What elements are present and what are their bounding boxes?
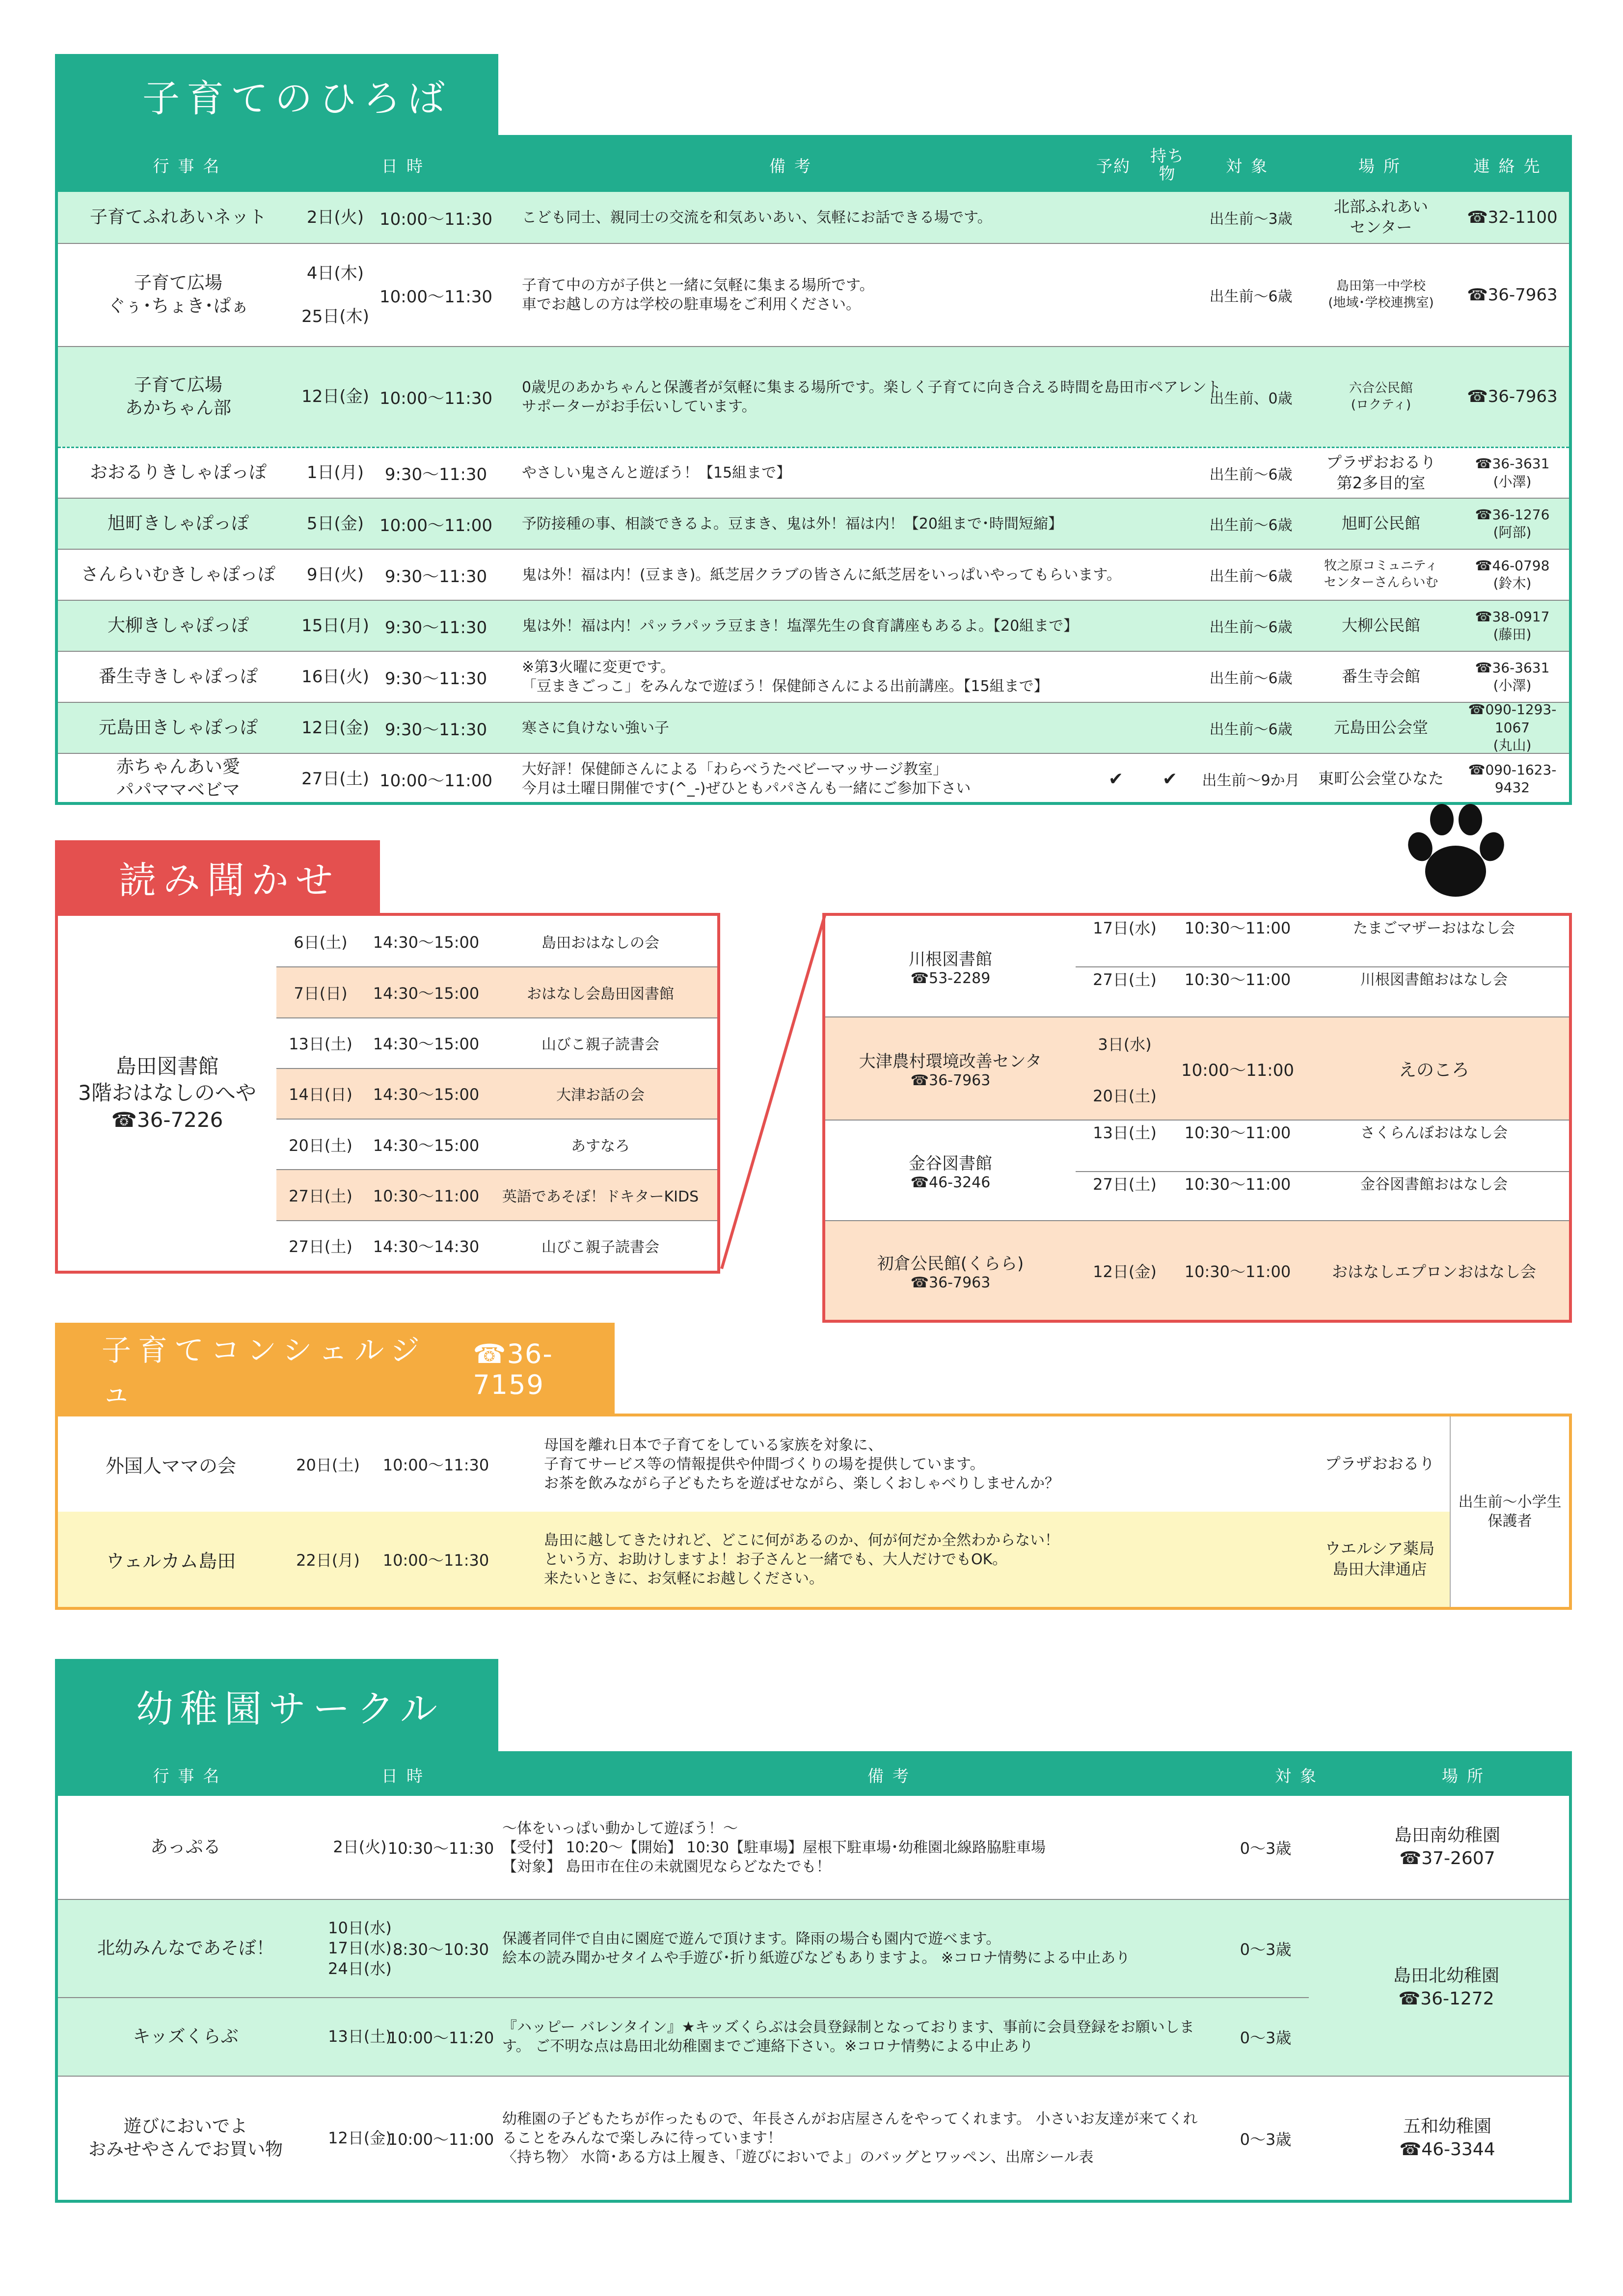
circle-name: あっぷる	[150, 1837, 221, 1857]
event-place: 番生寺会館	[1341, 667, 1420, 686]
library-schedule	[276, 916, 717, 1271]
concierge-note: 島田に越してきたけれど、どこに何があるのか、何が何だか全然わからない！ という方、お助けしますよ！お子さんと一緒でも、大人だけでもOK。 来たいときに、お気軽にお越しください。	[544, 1531, 1059, 1587]
circle-time: 8:30～10:30	[392, 1940, 489, 1959]
other-library-row	[1076, 1171, 1569, 1222]
reserve-check	[1089, 550, 1143, 600]
other-library-block	[825, 1220, 1569, 1320]
reading-date: 12日(金)	[1093, 1262, 1157, 1281]
reserve-check	[1089, 448, 1143, 498]
concierge-place: プラザおおるり	[1325, 1454, 1435, 1473]
header-date: 日時	[381, 156, 432, 176]
shimada-library-box	[55, 913, 720, 1274]
bring-check	[1143, 601, 1197, 651]
circle-target: 0～3歳	[1240, 2029, 1292, 2047]
event-date: 9日(火)	[306, 564, 364, 585]
reading-time: 14:30～15:00	[373, 1136, 480, 1155]
circle-date: 10日(水) 17日(水) 24日(水)	[328, 1918, 392, 1978]
reserve-check	[1089, 601, 1143, 651]
circle-time: 10:00～11:00	[387, 2130, 494, 2149]
reading-group: 山びこ親子読書会	[541, 1239, 659, 1256]
reading-group: えのころ	[1398, 1060, 1469, 1080]
other-library-row	[1076, 1121, 1569, 1171]
other-library-tel: ☎36-7963	[910, 1274, 991, 1291]
reading-date: 13日(土)	[289, 1035, 352, 1054]
hiroba-row	[58, 447, 1569, 498]
bring-check: ✔	[1162, 769, 1178, 789]
reading-date: 7日(日)	[294, 984, 348, 1003]
concierge-target: 出生前～小学生 保護者	[1450, 1416, 1569, 1607]
library-tel: ☎36-7226	[111, 1107, 223, 1132]
event-time: 9:30～11:30	[384, 617, 487, 638]
concierge-time: 10:00～11:30	[382, 1456, 489, 1474]
circle-name: キッズくらぶ	[133, 2026, 239, 2047]
youchien-row	[58, 1997, 1309, 2076]
library-schedule-row	[276, 916, 717, 966]
reading-group: 大津お話の会	[556, 1087, 645, 1104]
youchien-title: 幼稚園サークル	[136, 1686, 444, 1731]
reading-time: 14:30～14:30	[373, 1237, 480, 1256]
event-name: 子育て広場 ぐぅ･ちょき･ぱぁ	[108, 273, 249, 316]
circle-note: 『ハッピー バレンタイン』★キッズくらぶは会員登録制となっております、事前に会員登録をお願いします。 ご不明な点は島田北幼稚園までご連絡下さい。※コロナ情勢による中止あり	[502, 2019, 1194, 2055]
event-name: 子育てふれあいネット	[89, 207, 267, 227]
event-contact: ☎090-1623-9432	[1468, 761, 1557, 796]
circle-target: 0～3歳	[1240, 2130, 1292, 2149]
event-time: 9:30～11:30	[384, 668, 487, 689]
hiroba-title: 子育てのひろば	[142, 76, 452, 120]
bring-check	[1143, 703, 1197, 753]
hiroba-table	[55, 135, 1572, 805]
concierge-row	[58, 1512, 1450, 1607]
event-target: 出生前～6歳	[1209, 466, 1293, 483]
event-date: 27日(土)	[301, 769, 369, 789]
event-place: 大柳公民館	[1341, 616, 1420, 635]
youchien-table	[55, 1751, 1572, 2203]
event-contact: ☎36-7963	[1467, 387, 1558, 407]
event-contact: ☎090-1293-1067 (丸山)	[1468, 701, 1557, 754]
reading-date: 17日(水)	[1093, 919, 1157, 937]
event-date: 5日(金)	[306, 513, 364, 534]
event-target: 出生前～6歳	[1209, 670, 1293, 687]
yomikikase-title: 読み聞かせ	[119, 858, 340, 902]
hiroba-row	[58, 346, 1569, 447]
reading-group: 金谷図書館おはなし会	[1360, 1175, 1508, 1193]
concierge-rows	[58, 1416, 1450, 1607]
other-library-info	[825, 916, 1076, 1016]
other-library-block	[825, 1016, 1569, 1120]
event-time: 10:00～11:00	[379, 771, 492, 791]
event-target: 出生前～6歳	[1209, 288, 1293, 305]
event-time: 10:00～11:30	[379, 287, 492, 307]
header-place: 場所	[1358, 156, 1408, 176]
bring-check	[1143, 550, 1197, 600]
reading-date: 27日(土)	[1093, 1175, 1157, 1194]
yomikikase-title-tab	[55, 840, 380, 914]
header-bring: 持ち 物	[1150, 146, 1185, 183]
reserve-check	[1089, 244, 1143, 346]
event-contact: ☎46-0798 (鈴木)	[1475, 557, 1550, 591]
event-target: 出生前～6歳	[1209, 568, 1293, 585]
hiroba-row	[58, 702, 1569, 753]
library-schedule-row	[276, 1017, 717, 1068]
header-reserve: 予約	[1096, 156, 1131, 176]
reading-time: 10:30～11:00	[1184, 970, 1291, 989]
bring-check	[1143, 499, 1197, 549]
circle-place: 五和幼稚園 ☎46-3344	[1399, 2116, 1495, 2160]
event-contact: ☎36-1276 (阿部)	[1475, 506, 1550, 540]
event-note: 大好評！保健師さんによる「わらべうたベビーマッサージ教室」 今月は土曜日開催です(^_-)ぜひともパパさんも一緒にご参加下さい	[522, 761, 971, 797]
reading-time: 10:30～11:00	[373, 1187, 480, 1206]
concierge-date: 22日(月)	[296, 1551, 360, 1570]
event-place: 島田第一中学校 (地域･学校連携室)	[1328, 279, 1434, 310]
other-library-row	[1076, 916, 1569, 966]
reading-group: あすなろ	[571, 1137, 630, 1155]
circle-date: 12日(金)	[328, 2128, 392, 2147]
concierge-name: ウェルカム島田	[106, 1550, 236, 1572]
other-library-name: 大津農村環境改善センタ	[859, 1052, 1042, 1071]
reading-group: 島田おはなしの会	[541, 934, 659, 952]
library-schedule-row	[276, 1068, 717, 1119]
other-library-name: 初倉公民館(くらら)	[877, 1254, 1024, 1274]
hiroba-row	[58, 498, 1569, 549]
circle-place: 島田南幼稚園 ☎37-2607	[1394, 1825, 1500, 1869]
concierge-row	[58, 1416, 1450, 1512]
event-contact: ☎36-3631 (小澤)	[1475, 455, 1550, 490]
other-library-block	[825, 916, 1569, 1016]
bring-check	[1143, 244, 1197, 346]
youchien-row	[58, 2076, 1569, 2200]
concierge-note: 母国を離れ日本で子育てをしている家族を対象に、 子育てサービス等の情報提供や仲間づくりの場を提供しています。 お茶を飲みながら子どもたちを遊ばせながら、楽しくおしゃべりしませんか？	[544, 1436, 1059, 1492]
circle-date: 13日(土)	[328, 2027, 392, 2046]
reading-date: 13日(土)	[1093, 1123, 1157, 1142]
circle-time: 10:00～11:20	[387, 2029, 494, 2047]
y-header-place: 場所	[1442, 1766, 1492, 1786]
concierge-title-tab	[55, 1323, 615, 1416]
event-name: 番生寺きしゃぽっぽ	[98, 666, 258, 687]
other-library-block	[825, 1120, 1569, 1220]
paw-print-icon	[1402, 798, 1510, 906]
youchien-header-row	[58, 1754, 1569, 1796]
header-contact: 連絡先	[1473, 156, 1549, 176]
bring-check	[1143, 652, 1197, 702]
event-place: 元島田公会堂	[1333, 718, 1428, 737]
event-note: 鬼は外！福は内！パッラパッラ豆まき！塩澤先生の食育講座もあるよ。【20組まで】	[522, 617, 1079, 635]
youchien-row	[58, 1796, 1569, 1899]
bring-check	[1143, 448, 1197, 498]
event-note: ※第3火曜に変更です。 「豆まきごっこ」をみんなで遊ぼう！保健師さんによる出前講座。【15組まで】	[522, 659, 1049, 695]
event-name: 赤ちゃんあい愛 パパママベビマ	[116, 757, 240, 800]
merged-place-cell	[1309, 1899, 1569, 2076]
circle-note: 幼稚園の子どもたちが作ったもので、年長さんがお店屋さんをやってくれます。 小さいお友達が来てくれることをみんなで楽しみに待っています！ 〈持ち物〉 水筒･ある方は上履き、「遊びにおいでよ」のバッグとワッペン、出席シール表	[502, 2110, 1198, 2166]
event-time: 10:00～11:30	[379, 209, 492, 229]
bring-check	[1143, 192, 1197, 243]
reading-time: 10:30～11:00	[1184, 1262, 1291, 1281]
reserve-check: ✔	[1108, 769, 1124, 789]
event-place: 牧之原コミュニティ センターさんらいむ	[1324, 559, 1438, 590]
hiroba-row	[58, 549, 1569, 600]
other-library-info	[825, 1017, 1076, 1120]
event-name: さんらいむきしゃぽっぽ	[81, 564, 275, 585]
other-library-row	[1076, 966, 1569, 1017]
event-place: 東町公会堂ひなた	[1318, 769, 1444, 788]
event-note: こども同士、親同士の交流を和気あいあい、気軽にお話できる場です。	[522, 209, 992, 226]
library-name: 島田図書館 3階おはなしのへや	[78, 1054, 256, 1105]
event-date: 15日(月)	[301, 615, 369, 636]
circle-target: 0～3歳	[1240, 1940, 1292, 1959]
other-libraries-rows	[825, 916, 1569, 1320]
library-schedule-row	[276, 1220, 717, 1271]
reading-time: 14:30～15:00	[373, 1085, 480, 1104]
event-name: おおるりきしゃぽっぽ	[89, 462, 267, 483]
event-note: 0歳児のあかちゃんと保護者が気軽に集まる場所です。楽しく子育てに向き合える時間を島田市ペアレントサポーターがお手伝いしています。	[522, 378, 1221, 415]
reading-time: 10:30～11:00	[1184, 1175, 1291, 1194]
reading-group: おはなしエプロンおはなし会	[1331, 1262, 1536, 1281]
event-target: 出生前～3歳	[1209, 211, 1293, 228]
circle-time: 10:30～11:30	[387, 1839, 494, 1858]
other-libraries-box	[822, 913, 1572, 1323]
event-time: 9:30～11:30	[384, 720, 487, 740]
event-target: 出生前～6歳	[1209, 517, 1293, 534]
concierge-title: 子育てコンシェルジュ	[102, 1334, 427, 1410]
event-place: プラザおおるり 第2多目的室	[1325, 453, 1436, 492]
reading-group: たまごマザーおはなし会	[1353, 920, 1515, 937]
reading-time: 14:30～15:00	[373, 933, 480, 952]
event-time: 9:30～11:30	[384, 465, 487, 484]
event-place: 旭町公民館	[1341, 514, 1420, 533]
reading-time: 10:30～11:00	[1184, 1123, 1291, 1142]
hiroba-row	[58, 600, 1569, 651]
reserve-check	[1089, 652, 1143, 702]
event-time: 9:30～11:30	[384, 566, 487, 587]
concierge-table	[55, 1414, 1572, 1610]
header-note: 備考	[769, 156, 819, 176]
reading-date-2: 20日(土)	[1093, 1086, 1157, 1105]
circle-note: ～体をいっぱい動かして遊ぼう！～ 【受付】 10:20～【開始】 10:30【駐車場】屋根下駐車場･幼稚園北線路脇駐車場 【対象】 島田市在住の未就園児ならどなたでも！	[502, 1819, 1046, 1875]
reserve-check	[1089, 347, 1143, 447]
hiroba-title-tab	[55, 54, 498, 136]
event-time: 10:00～11:00	[379, 515, 492, 535]
reading-date: 27日(土)	[1093, 970, 1157, 989]
reading-group: さくらんぼおはなし会	[1360, 1124, 1508, 1142]
event-note: 寒さに負けない強い子	[522, 719, 669, 737]
event-contact: ☎36-3631 (小澤)	[1475, 659, 1550, 694]
event-note: 子育て中の方が子供と一緒に気軽に集まる場所です。 車でお越しの方は学校の駐車場をご利用ください。	[522, 277, 874, 313]
reading-group: おはなし会島田図書館	[527, 985, 674, 1003]
event-target: 出生前～6歳	[1209, 721, 1293, 738]
event-note: 鬼は外！福は内！(豆まき)。紙芝居クラブの皆さんに紙芝居をいっぱいやってもらいます。	[522, 566, 1122, 584]
y-header-note: 備考	[867, 1766, 918, 1786]
event-date: 12日(金)	[301, 718, 369, 738]
event-date: 4日(木) 25日(木)	[301, 263, 369, 327]
reserve-check	[1089, 499, 1143, 549]
hiroba-row	[58, 753, 1569, 804]
event-contact: ☎36-7963	[1467, 285, 1558, 305]
hiroba-row	[58, 243, 1569, 346]
event-target: 出生前～9か月	[1202, 772, 1300, 789]
library-schedule-row	[276, 1119, 717, 1169]
event-place: 六合公民館 (ロクティ)	[1349, 380, 1413, 412]
event-contact: ☎32-1100	[1467, 207, 1558, 227]
bring-check	[1143, 347, 1197, 447]
youchien-title-tab	[55, 1659, 498, 1752]
reading-date-1: 3日(水)	[1098, 1035, 1152, 1054]
other-library-tel: ☎46-3246	[910, 1174, 991, 1191]
event-date: 12日(金)	[301, 387, 369, 407]
hiroba-row	[58, 651, 1569, 702]
y-header-name: 行事名	[153, 1766, 228, 1786]
reading-time: 10:30～11:00	[1184, 919, 1291, 937]
other-library-name: 川根図書館	[909, 949, 992, 969]
event-target: 出生前、0歳	[1209, 390, 1293, 407]
reading-group: 山びこ親子読書会	[541, 1036, 659, 1054]
event-date: 1日(月)	[306, 463, 364, 483]
other-library-name: 金谷図書館	[909, 1153, 992, 1174]
reading-date: 20日(土)	[289, 1136, 352, 1155]
hiroba-header-row	[58, 138, 1569, 192]
concierge-place: ウエルシア薬局 島田大津通店	[1325, 1539, 1435, 1578]
event-date: 16日(火)	[301, 667, 369, 687]
event-contact: ☎38-0917 (藤田)	[1475, 608, 1550, 642]
header-name: 行事名	[153, 156, 228, 176]
other-library-info	[825, 1221, 1076, 1320]
concierge-date: 20日(土)	[296, 1456, 360, 1474]
reading-date: 6日(土)	[294, 933, 348, 952]
event-name: 元島田きしゃぽっぽ	[98, 717, 258, 738]
circle-name: 遊びにおいでよ おみせやさんでお買い物	[88, 2116, 283, 2160]
other-library-tel: ☎53-2289	[910, 969, 991, 987]
library-schedule-row	[276, 1169, 717, 1220]
event-name: 子育て広場 あかちゃん部	[125, 374, 231, 418]
event-name: 大柳きしゃぽっぽ	[107, 615, 249, 636]
reading-time: 14:30～15:00	[373, 1035, 480, 1054]
event-note: やさしい鬼さんと遊ぼう！【15組まで】	[522, 464, 791, 481]
event-target: 出生前～6歳	[1209, 619, 1293, 636]
other-library-tel: ☎36-7963	[910, 1072, 991, 1089]
reading-date: 27日(土)	[289, 1187, 352, 1206]
concierge-tel: ☎36-7159	[473, 1338, 553, 1400]
shimada-library-info	[58, 916, 276, 1271]
event-place: 北部ふれあい センター	[1333, 197, 1428, 237]
reading-group: 英語であそぼ！ドキターKIDS	[502, 1188, 699, 1206]
circle-place: 島田北幼稚園 ☎36-1272	[1393, 1966, 1499, 2009]
circle-target: 0～3歳	[1240, 1839, 1292, 1858]
event-name: 旭町きしゃぽっぽ	[107, 513, 249, 534]
reading-time: 14:30～15:00	[373, 984, 480, 1003]
event-time: 10:00～11:30	[379, 389, 492, 408]
concierge-time: 10:00～11:30	[382, 1551, 489, 1570]
hiroba-row	[58, 192, 1569, 243]
y-header-target: 対象	[1275, 1766, 1325, 1786]
reading-time: 10:00～11:00	[1181, 1060, 1294, 1080]
y-header-date: 日時	[381, 1766, 432, 1786]
header-target: 対象	[1226, 156, 1276, 176]
circle-date: 2日(火)	[333, 1838, 387, 1857]
circle-note: 保護者同伴で自由に園庭で遊んで頂けます。降雨の場合も園内で遊べます。 絵本の読み聞かせタイムや手遊び･折り紙遊びなどもありますよ。 ※コロナ情勢による中止あり	[502, 1930, 1131, 1967]
reading-date: 14日(日)	[289, 1085, 352, 1104]
other-library-info	[825, 1121, 1076, 1220]
event-note: 予防接種の事、相談できるよ。豆まき、鬼は外！福は内！【20組まで･時間短縮】	[522, 515, 1063, 533]
event-date: 2日(火)	[306, 207, 364, 227]
circle-name: 北幼みんなであそぼ！	[97, 1938, 274, 1958]
reserve-check	[1089, 192, 1143, 243]
connector-lines	[717, 910, 830, 1274]
reserve-check	[1089, 703, 1143, 753]
reading-date: 27日(土)	[289, 1237, 352, 1256]
library-schedule-row	[276, 966, 717, 1017]
reading-group: 川根図書館おはなし会	[1360, 971, 1508, 988]
concierge-name: 外国人ママの会	[105, 1455, 236, 1477]
